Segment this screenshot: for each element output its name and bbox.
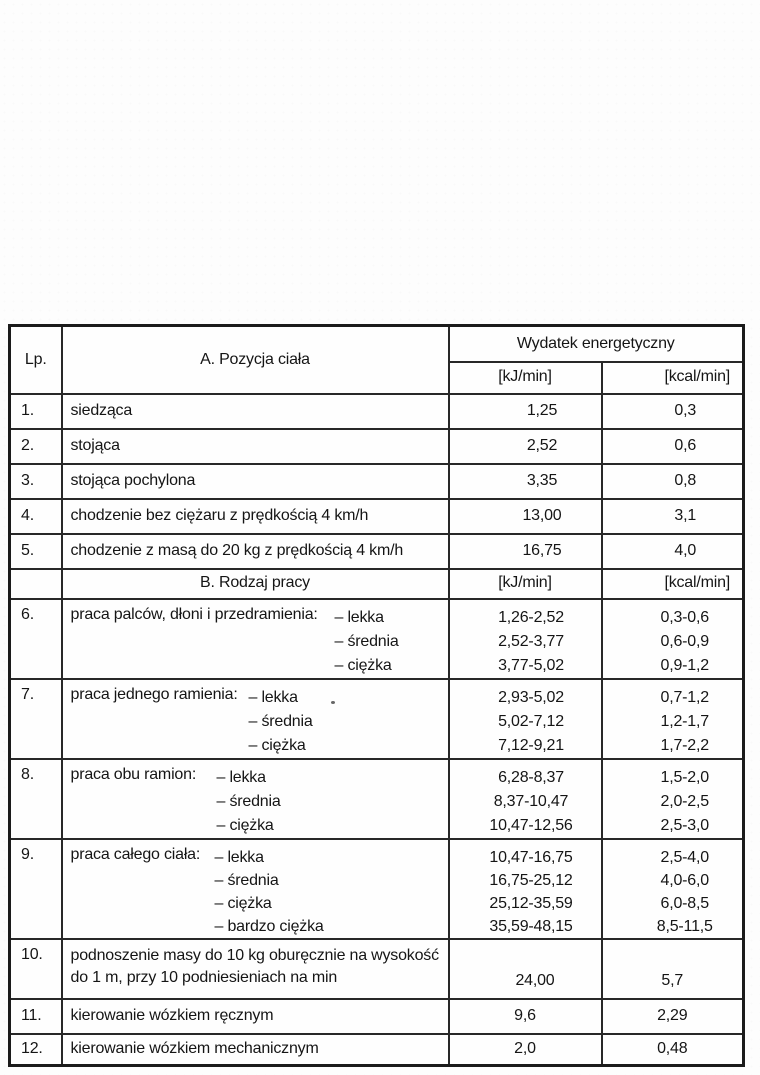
row-kj-values: 1,26-2,52 2,52-3,77 3,77-5,02	[449, 599, 602, 679]
row-lp: 9.	[10, 839, 62, 939]
intensity-levels: – lekka – średnia – ciężka – bardzo ciężka	[214, 848, 324, 935]
row-kcal-values: 1,5-2,0 2,0-2,5 2,5-3,0	[602, 759, 744, 839]
work-category-label: praca jednego ramienia:	[70, 685, 238, 703]
table-header-row	[10, 326, 744, 362]
row-lp: 4.	[10, 499, 62, 534]
table-row	[10, 394, 744, 429]
row-kj-value: 2,52	[449, 429, 602, 464]
row-kcal-value: 0,3	[602, 394, 744, 429]
section-b-kj-unit: [kJ/min]	[449, 569, 602, 599]
table-row	[10, 999, 744, 1034]
section-a-header: A. Pozycja ciała	[62, 326, 449, 394]
row-lp: 3.	[10, 464, 62, 499]
row-kcal-values: 2,5-4,0 4,0-6,0 6,0-8,5 8,5-11,5	[602, 839, 744, 939]
table-row	[10, 429, 744, 464]
row-kj-value: 24,00	[449, 939, 602, 999]
row-label: kierowanie wózkiem mechanicznym	[62, 1034, 449, 1066]
table-row	[10, 839, 744, 939]
row-lp: 7.	[10, 679, 62, 759]
row-lp: 11.	[10, 999, 62, 1034]
row-kj-values: 2,93-5,02 5,02-7,12 7,12-9,21	[449, 679, 602, 759]
work-category-label: praca obu ramion:	[70, 765, 197, 783]
row-kj-value: 2,0	[449, 1034, 602, 1066]
section-b-kcal-unit: [kcal/min]	[602, 569, 744, 599]
row-kcal-value: 4,0	[602, 534, 744, 569]
section-b-header: B. Rodzaj pracy	[62, 569, 449, 599]
intensity-levels: – lekka – średnia – ciężka	[334, 608, 399, 674]
table-row	[10, 679, 744, 759]
row-lp: 8.	[10, 759, 62, 839]
row-kcal-values: 0,3-0,6 0,6-0,9 0,9-1,2	[602, 599, 744, 679]
row-kcal-value: 2,29	[602, 999, 744, 1034]
row-kj-value: 16,75	[449, 534, 602, 569]
row-label: siedząca	[62, 394, 449, 429]
row-label: stojąca pochylona	[62, 464, 449, 499]
energy-expenditure-header: Wydatek energetyczny	[449, 326, 744, 362]
row-lp: 6.	[10, 599, 62, 679]
row-kj-values: 10,47-16,75 16,75-25,12 25,12-35,59 35,59-48,15	[449, 839, 602, 939]
kcal-unit-header: [kcal/min]	[602, 362, 744, 394]
row-kj-value: 1,25	[449, 394, 602, 429]
row-kj-value: 9,6	[449, 999, 602, 1034]
row-kcal-value: 0,48	[602, 1034, 744, 1066]
table-row	[10, 759, 744, 839]
row-kj-value: 3,35	[449, 464, 602, 499]
kj-unit-header: [kJ/min]	[449, 362, 602, 394]
row-lp: 2.	[10, 429, 62, 464]
row-label: kierowanie wózkiem ręcznym	[62, 999, 449, 1034]
table-row	[10, 534, 744, 569]
row-label: chodzenie bez ciężaru z prędkością 4 km/h	[62, 499, 449, 534]
row-kcal-value: 5,7	[602, 939, 744, 999]
row-label	[62, 759, 449, 839]
row-lp: 5.	[10, 534, 62, 569]
row-kcal-value: 3,1	[602, 499, 744, 534]
row-lp: 12.	[10, 1034, 62, 1066]
row-label	[62, 599, 449, 679]
work-category-label: praca całego ciała:	[70, 845, 201, 863]
scan-artifact-dot	[331, 701, 335, 704]
intensity-levels: – lekka – średnia – ciężka	[216, 768, 281, 834]
section-b-lp-cell	[10, 569, 62, 599]
table-row	[10, 1034, 744, 1066]
row-label: chodzenie z masą do 20 kg z prędkością 4 km/h	[62, 534, 449, 569]
energy-expenditure-table	[8, 324, 745, 1067]
work-category-label: praca palców, dłoni i przedramienia:	[70, 605, 318, 623]
row-kcal-value: 0,6	[602, 429, 744, 464]
intensity-levels: – lekka – średnia – ciężka	[248, 688, 313, 754]
row-kj-values: 6,28-8,37 8,37-10,47 10,47-12,56	[449, 759, 602, 839]
row-kcal-values: 0,7-1,2 1,2-1,7 1,7-2,2	[602, 679, 744, 759]
row-lp: 10.	[10, 939, 62, 999]
row-label	[62, 679, 449, 759]
row-kcal-value: 0,8	[602, 464, 744, 499]
section-b-header-row	[10, 569, 744, 599]
row-label: podnoszenie masy do 10 kg oburęcznie na wysokość do 1 m, przy 10 podniesieniach na min	[62, 939, 449, 999]
lp-column-header: Lp.	[10, 326, 62, 394]
table-row	[10, 939, 744, 999]
table-row	[10, 599, 744, 679]
row-label: stojąca	[62, 429, 449, 464]
row-lp: 1.	[10, 394, 62, 429]
row-kj-value: 13,00	[449, 499, 602, 534]
table-row	[10, 464, 744, 499]
table-row	[10, 499, 744, 534]
row-label	[62, 839, 449, 939]
